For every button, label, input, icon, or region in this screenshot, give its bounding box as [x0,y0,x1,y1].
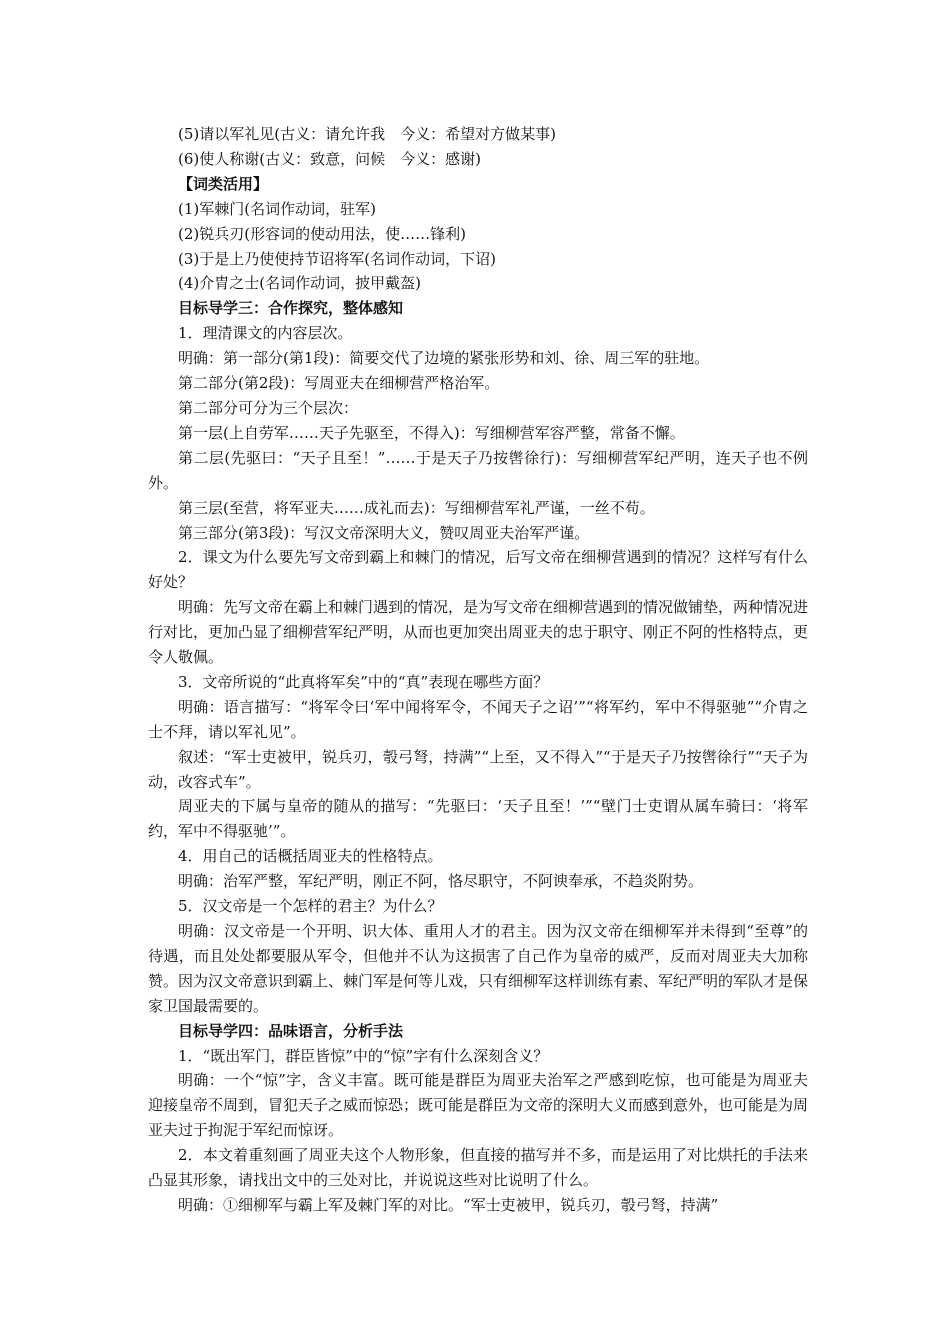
answer-layer-2: 第二层(先驱曰：“天子且至！”……于是天子乃按辔徐行)：写细柳营军纪严明，连天子也不例外。 [148,448,808,492]
answer-part-1: 明确：第一部分(第1段)：简要交代了边境的紧张形势和刘、徐、周三军的驻地。 [178,349,710,368]
question-5: 5．汉文帝是一个怎样的君主？为什么？ [178,897,443,916]
section-heading-3: 目标导学三：合作探究，整体感知 [178,299,404,318]
answer-3-subordinates: 周亚夫的下属与皇帝的随从的描写：“先驱曰：‘天子且至！’”“壁门士吏谓从属车骑曰：‘将军约，军中不得驱驰’”。 [148,797,808,841]
question-7: 2．本文着重刻画了周亚夫这个人物形象，但直接的描写并不多，而是运用了对比烘托的手法来凸显其形象，请找出文中的三处对比，并说说这些对比说明了什么。 [148,1146,808,1190]
answer-layer-1: 第一层(上自劳军……天子先驱至，不得入)：写细柳营军容严整，常备不懈。 [178,423,685,442]
line-gu-jin-5: (5)请以军礼见(古义：请允许我 今义：希望对方做某事) [178,125,556,143]
answer-6: 明确：一个“惊”字，含义丰富。既可能是群臣为周亚夫治军之严感到吃惊，也可能是为周亚夫迎接皇帝不周到，冒犯天子之威而惊恐；既可能是群臣为文帝的深明大义而感到意外，也可能是为周亚夫过于拘泥于军纪而惊讶。 [148,1071,809,1140]
answer-2: 明确：先写文帝在霸上和棘门遇到的情况，是为写文帝在细柳营遇到的情况做铺垫，两种情况进行对比，更加凸显了细柳营军纪严明，从而也更加突出周亚夫的忠于职守、刚正不阿的性格特点，更令人敬佩。 [148,598,809,667]
answer-4: 明确：治军严整，军纪严明，刚正不阿，恪尽职守，不阿谀奉承，不趋炎附势。 [178,872,704,891]
question-4: 4．用自己的话概括周亚夫的性格特点。 [178,847,443,866]
answer-3-narration: 叙述：“军士吏被甲，锐兵刃，彀弓弩，持满”“上至，又不得入”“于是天子乃按辔徐行”“天子为动，改容式车”。 [148,747,808,791]
document-page [148,122,808,1218]
question-1: 1．理清课文的内容层次。 [178,324,353,343]
answer-3-language: 明确：语言描写：“将军令曰‘军中闻将军令，不闻天子之诏’”“将军约，军中不得驱驰”“介胄之士不拜，请以军礼见”。 [148,697,808,741]
section-heading-4: 目标导学四：品味语言，分析手法 [178,1021,404,1040]
line-huoyong-2: (2)锐兵刃(形容词的使动用法，使……锋利) [178,224,466,243]
line-gu-jin-6: (6)使人称谢(古义：致意，问候 今义：感谢) [178,149,481,168]
answer-layer-3: 第三层(至营，将军亚夫……成礼而去)：写细柳营军礼严谨，一丝不苟。 [178,498,655,517]
line-huoyong-3: (3)于是上乃使使持节诏将军(名词作动词，下诏) [178,249,496,268]
question-3: 3．文帝所说的“此真将军矣”中的“真”表现在哪些方面？ [178,672,549,691]
answer-5: 明确：汉文帝是一个开明、识大体、重用人才的君主。因为汉文帝在细柳军并未得到“至尊”的待遇，而且处处都要服从军令，但他并不认为这损害了自己作为皇帝的威严，反而对周亚夫大加称赞。因为汉文帝意识到霸上、棘门军是何等儿戏，只有细柳军这样训练有素、军纪严明的军队才是保家卫国最需要的。 [148,922,809,1015]
section-heading-ci-lei: 【词类活用】 [178,174,269,193]
line-huoyong-1: (1)军棘门(名词作动词，驻军) [178,199,376,218]
answer-part-2: 第二部分(第2段)：写周亚夫在细柳营严格治军。 [178,374,500,393]
answer-7: 明确：①细柳军与霸上军及棘门军的对比。“军士吏被甲，锐兵刃，彀弓弩，持满” [178,1195,719,1214]
answer-part-3: 第三部分(第3段)：写汉文帝深明大义，赞叹周亚夫治军严谨。 [178,523,590,542]
line-huoyong-4: (4)介胄之士(名词作动词，披甲戴盔) [178,274,421,293]
question-6: 1．“既出军门，群臣皆惊”中的“惊”字有什么深刻含义？ [178,1046,549,1065]
question-2: 2．课文为什么要先写文帝到霸上和棘门的情况，后写文帝在细柳营遇到的情况？这样写有什么好处？ [148,548,808,592]
answer-part-2-layers: 第二部分可分为三个层次： [178,398,359,417]
